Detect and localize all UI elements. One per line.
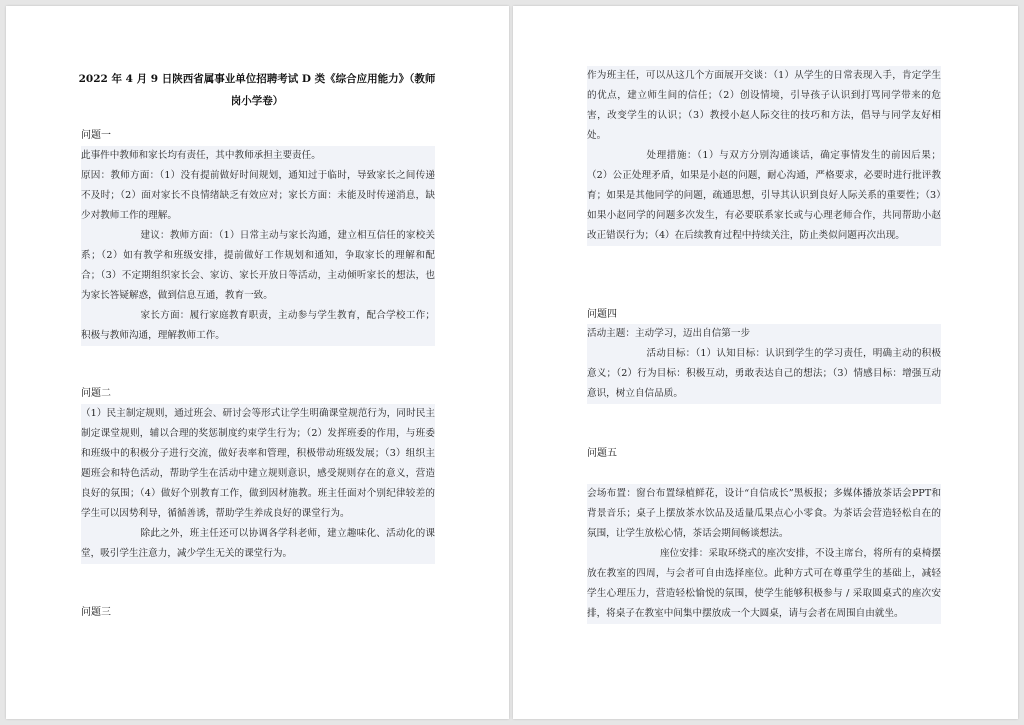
q3-paragraph-conversation: 作为班主任，可以从这几个方面展开交谈：（1）从学生的日常表现入手，肯定学生的优点，建立师生间的信任；（2）创设情境，引导孩子认识到打骂同学带来的危害，改变学生的认识；（3）教授小赵人际交往的技巧和方法，倡导与同学友好相处。 <box>587 66 941 146</box>
question-1-heading: 问题一 <box>81 130 111 141</box>
q4-paragraph-theme: 活动主题：主动学习，迈出自信第一步 <box>587 324 941 344</box>
q5-paragraph-seating: 座位安排：采取环绕式的座次安排，不设主席台，将所有的桌椅摆放在教室的四周，与会者可自由选择座位。此种方式可在尊重学生的基础上，减轻学生心理压力，营造轻松愉悦的氛围，使学生能够积极参与 / 采取圆桌式的座次安排，将桌子在教室中间集中摆放成一个大圆桌，请与会者在周围自由就坐。 <box>587 544 941 624</box>
question-2-heading: 问题二 <box>81 388 111 399</box>
q2-paragraph-measures: （1）民主制定规则，通过班会、研讨会等形式让学生明确课堂规范行为，同时民主制定课堂规则，辅以合理的奖惩制度约束学生行为；（2）发挥班委的作用，与班委和班级中的积极分子进行交流，做好表率和管理，积极带动班级发展；（3）组织主题班会和特色活动，帮助学生在活动中建立规则意识，感受规则存在的意义，营造良好的氛围；（4）做好个别教育工作，做到因材施教。班主任面对个别纪律较差的学生可以因势利导，循循善诱，帮助学生养成良好的课堂行为。 <box>81 404 435 524</box>
q5-paragraph-venue: 会场布置：窗台布置绿植鲜花，设计“自信成长”黑板报；多媒体播放茶话会PPT和背景音乐；桌子上摆放茶水饮品及适量瓜果点心小零食。为茶话会营造轻松自在的氛围，让学生放松心情，茶话会期间畅谈想法。 <box>587 484 941 544</box>
q3-paragraph-measures: 处理措施：（1）与双方分别沟通谈话，确定事情发生的前因后果；（2）公正处理矛盾，如果是小赵的问题，耐心沟通，严格要求，必要时进行批评教育；如果是其他同学的问题，疏通思想，引导其认识到良好人际关系的重要性；（3）如果小赵同学的问题多次发生，有必要联系家长或与心理老师合作，共同帮助小赵改正错误行为；（4）在后续教育过程中持续关注，防止类似问题再次出现。 <box>587 146 941 246</box>
q4-paragraph-goals: 活动目标：（1）认知目标：认识到学生的学习责任，明确主动的积极意义；（2）行为目标：积极互动，勇敢表达自己的想法；（3）情感目标：增强互动意识，树立自信品质。 <box>587 344 941 404</box>
q2-paragraph-additional: 除此之外，班主任还可以协调各学科老师，建立趣味化、活动化的课堂，吸引学生注意力，减少学生无关的课堂行为。 <box>81 524 435 564</box>
question-3-heading: 问题三 <box>81 607 111 618</box>
q1-paragraph-conclusion: 此事件中教师和家长均有责任，其中教师承担主要责任。 <box>81 146 435 166</box>
document-page-right <box>513 6 1018 719</box>
q1-paragraph-suggestions-parent: 家长方面：履行家庭教育职责，主动参与学生教育，配合学校工作；积极与教师沟通，理解教师工作。 <box>81 306 435 346</box>
document-page-left <box>6 6 509 719</box>
question-5-heading: 问题五 <box>587 448 617 459</box>
q1-paragraph-suggestions-teacher: 建议：教师方面：（1）日常主动与家长沟通，建立相互信任的家校关系；（2）如有教学和班级安排，提前做好工作规划和通知，争取家长的理解和配合；（3）不定期组织家长会、家访、家长开放日等活动，主动倾听家长的想法，也为家长答疑解惑，做到信息互通，教育一致。 <box>81 226 435 306</box>
q1-paragraph-reasons: 原因：教师方面：（1）没有提前做好时间规划，通知过于临时，导致家长之间传递不及时；（2）面对家长不良情绪缺乏有效应对；家长方面：未能及时传递消息，缺少对教师工作的理解。 <box>81 166 435 226</box>
document-title: 2022 年 4 月 9 日陕西省属事业单位招聘考试 D 类《综合应用能力》（教师岗小学卷） <box>78 73 436 107</box>
question-4-heading: 问题四 <box>587 309 617 320</box>
